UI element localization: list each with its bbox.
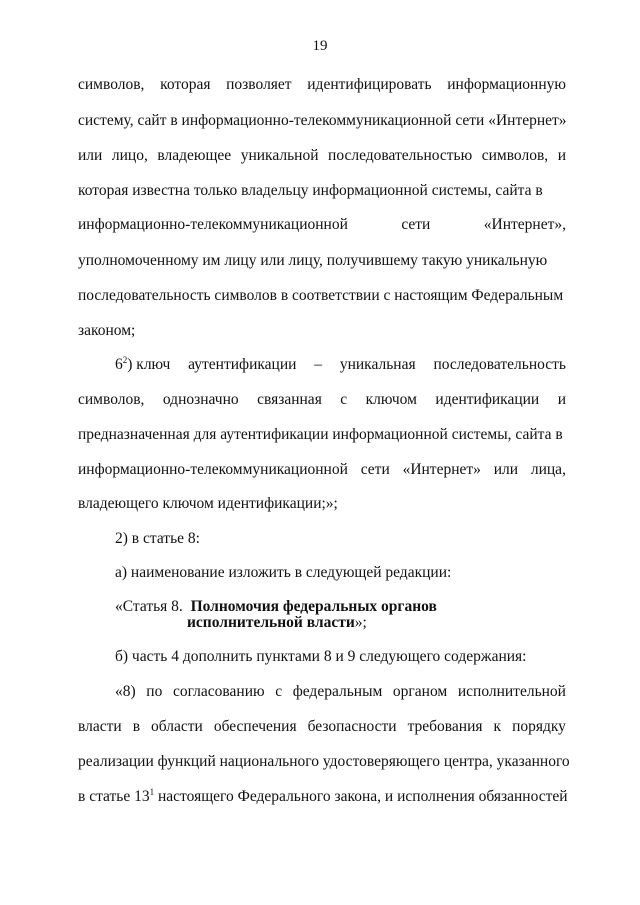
paragraph-line: последовательность символов в соответствии с настоящим Федеральным [78, 287, 564, 304]
paragraph-line [78, 147, 566, 165]
word: к [493, 718, 502, 735]
word: согласованию [172, 683, 265, 700]
word: информационную [447, 76, 566, 93]
word: исполнительной [457, 683, 566, 700]
paragraph-line [115, 356, 566, 374]
word: лицо, [111, 147, 148, 164]
article-heading-continued [187, 614, 567, 632]
word: и [557, 391, 566, 408]
paragraph-line: предназначенная для аутентификации информационной системы, сайта в [78, 426, 563, 443]
word: уникальная [339, 356, 416, 373]
superscript: 1 [149, 786, 155, 797]
word: владеющее [157, 147, 232, 164]
word: «Интернет», [483, 216, 566, 233]
word: позволяет [226, 76, 292, 93]
word: информационно-телекоммуникационной [78, 216, 348, 233]
article-prefix: «Статья 8. [115, 598, 183, 615]
word [115, 356, 170, 374]
paragraph-line: законом; [78, 322, 136, 339]
word: ключом [365, 391, 417, 408]
word: сети [360, 461, 390, 478]
word: или [78, 147, 103, 164]
word: связанная [257, 391, 322, 408]
paragraph-line [78, 216, 566, 234]
paragraph-line [78, 718, 566, 736]
word: и [557, 147, 566, 164]
word: с [275, 683, 283, 700]
list-item: 2) в статье 8: [115, 530, 200, 547]
text-segment: настоящего Федерального закона, и исполнения обязанностей [154, 788, 568, 805]
paragraph-line: систему, сайт в информационно-телекоммуникационной сети «Интернет» [78, 112, 567, 129]
article-suffix: »; [354, 614, 367, 631]
superscript: 2 [122, 354, 128, 365]
word: требования [407, 718, 483, 735]
word: ) ключ [127, 356, 171, 373]
paragraph-line [78, 461, 566, 479]
paragraph-line: владеющего ключом идентификации;»; [78, 495, 338, 512]
word: однозначно [162, 391, 239, 408]
word: идентифицировать [307, 76, 432, 93]
word: – [314, 356, 323, 373]
word: символов, [78, 76, 145, 93]
word: обеспечения [213, 718, 297, 735]
word: символов, [78, 391, 145, 408]
word: области [151, 718, 203, 735]
word: которая [160, 76, 211, 93]
paragraph-line [78, 391, 566, 409]
word: федеральным [292, 683, 383, 700]
word: последовательность [433, 356, 566, 373]
article-title: исполнительной власти [187, 614, 355, 631]
paragraph-line [78, 788, 566, 806]
word: уникальной [240, 147, 319, 164]
text-segment: в статье 13 [78, 788, 150, 805]
word: власти [78, 718, 122, 735]
word: в [132, 718, 141, 735]
word: информационно-телекоммуникационной [78, 461, 348, 478]
list-item: б) часть 4 дополнить пунктами 8 и 9 следующего содержания: [115, 648, 527, 665]
paragraph-line [115, 683, 566, 701]
word: с [340, 391, 348, 408]
paragraph-line [78, 76, 566, 94]
word: последовательностью [328, 147, 473, 164]
word: символов, [481, 147, 549, 164]
item-number: 6 [115, 356, 123, 373]
article-title: Полномочия федеральных органов [190, 598, 437, 615]
paragraph-line: которая известна только владельцу информационной системы, сайта в [78, 182, 543, 199]
word: сети [401, 216, 431, 233]
paragraph-line: реализации функций национального удостоверяющего центра, указанного [78, 753, 570, 770]
word: порядку [512, 718, 566, 735]
word: или [493, 461, 519, 478]
page-number: 19 [312, 38, 328, 54]
word: органом [392, 683, 448, 700]
word: по [146, 683, 163, 700]
word: «8) [115, 683, 136, 700]
word: лица, [530, 461, 566, 478]
word: безопасности [307, 718, 397, 735]
list-item: а) наименование изложить в следующей редакции: [115, 564, 452, 581]
word: аутентификации [188, 356, 297, 373]
paragraph-line: уполномоченному им лицу или лицу, получившему такую уникальную [78, 252, 548, 269]
word: идентификации [435, 391, 540, 408]
word: «Интернет» [402, 461, 481, 478]
